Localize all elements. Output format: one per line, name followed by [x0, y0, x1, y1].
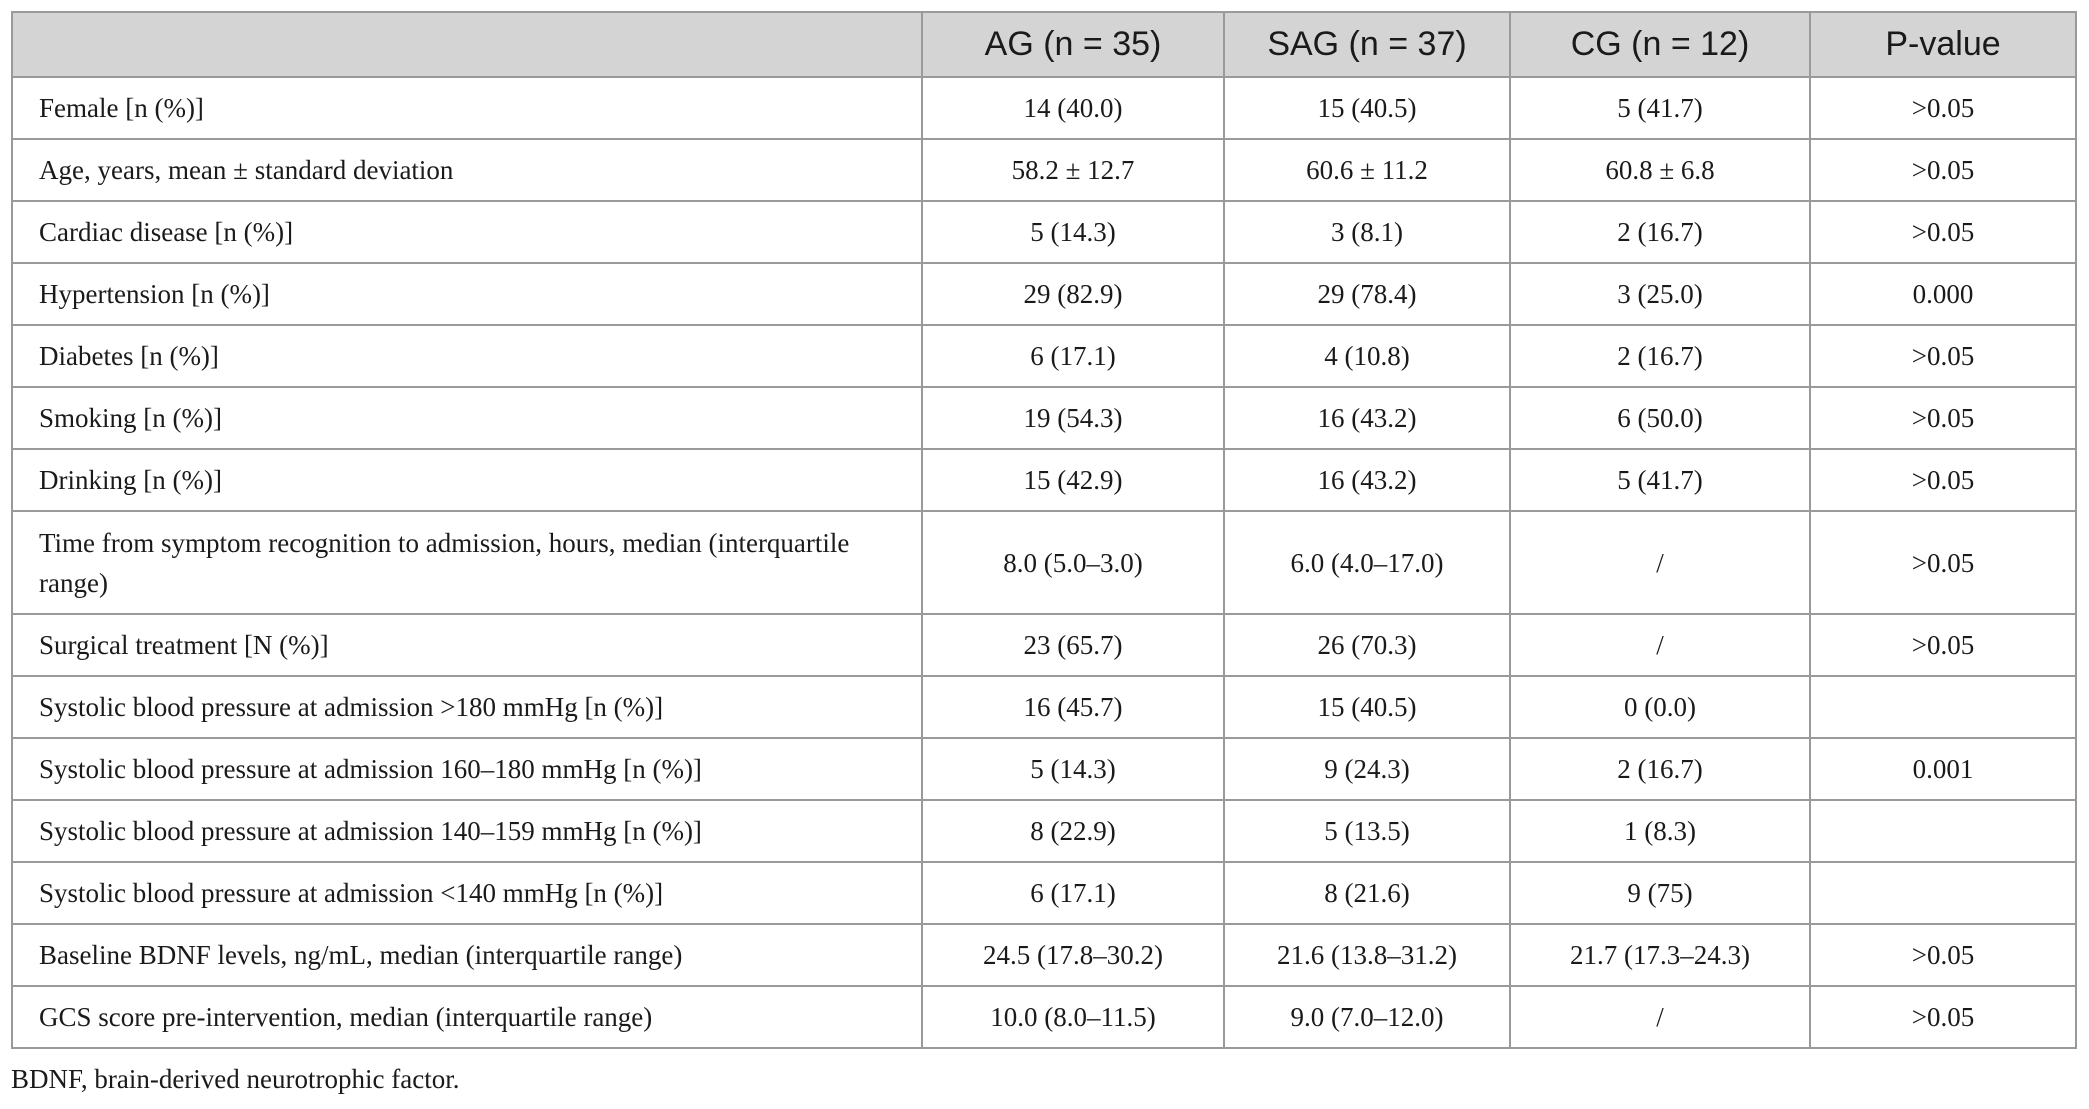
cell-ag: 15 (42.9) [922, 449, 1224, 511]
row-label: GCS score pre-intervention, median (interquartile range) [12, 986, 922, 1048]
cell-sag: 60.6 ± 11.2 [1224, 139, 1510, 201]
table-header [12, 12, 2076, 77]
cell-cg: 5 (41.7) [1510, 449, 1810, 511]
table-row [12, 862, 2076, 924]
cell-ag: 16 (45.7) [922, 676, 1224, 738]
cell-cg: / [1510, 986, 1810, 1048]
header-blank-cell [12, 12, 922, 77]
table-row [12, 614, 2076, 676]
header-row [12, 12, 2076, 77]
cell-ag: 10.0 (8.0–11.5) [922, 986, 1224, 1048]
cell-sag: 16 (43.2) [1224, 449, 1510, 511]
cell-p-value: >0.05 [1810, 924, 2076, 986]
cell-p-value: >0.05 [1810, 511, 2076, 614]
table-body [12, 77, 2076, 1048]
cell-sag: 3 (8.1) [1224, 201, 1510, 263]
table-row [12, 201, 2076, 263]
cell-p-value: >0.05 [1810, 449, 2076, 511]
cell-ag: 58.2 ± 12.7 [922, 139, 1224, 201]
baseline-characteristics-table [11, 11, 2077, 1049]
row-label: Smoking [n (%)] [12, 387, 922, 449]
cell-cg: 1 (8.3) [1510, 800, 1810, 862]
cell-sag: 26 (70.3) [1224, 614, 1510, 676]
cell-ag: 19 (54.3) [922, 387, 1224, 449]
cell-cg: 5 (41.7) [1510, 77, 1810, 139]
row-label: Systolic blood pressure at admission <140 mmHg [n (%)] [12, 862, 922, 924]
row-label: Baseline BDNF levels, ng/mL, median (interquartile range) [12, 924, 922, 986]
cell-sag: 6.0 (4.0–17.0) [1224, 511, 1510, 614]
cell-cg: 3 (25.0) [1510, 263, 1810, 325]
cell-p-value: >0.05 [1810, 325, 2076, 387]
cell-cg: 21.7 (17.3–24.3) [1510, 924, 1810, 986]
cell-ag: 8 (22.9) [922, 800, 1224, 862]
cell-cg: 2 (16.7) [1510, 325, 1810, 387]
cell-cg: / [1510, 614, 1810, 676]
table-row [12, 449, 2076, 511]
row-label: Hypertension [n (%)] [12, 263, 922, 325]
cell-cg: 60.8 ± 6.8 [1510, 139, 1810, 201]
cell-p-value: 0.000 [1810, 263, 2076, 325]
table-row [12, 325, 2076, 387]
row-label: Time from symptom recognition to admission, hours, median (interquartile range) [12, 511, 922, 614]
cell-ag: 5 (14.3) [922, 201, 1224, 263]
cell-cg: 0 (0.0) [1510, 676, 1810, 738]
cell-sag: 9 (24.3) [1224, 738, 1510, 800]
cell-ag: 29 (82.9) [922, 263, 1224, 325]
row-label: Systolic blood pressure at admission 140–159 mmHg [n (%)] [12, 800, 922, 862]
cell-sag: 15 (40.5) [1224, 676, 1510, 738]
cell-sag: 9.0 (7.0–12.0) [1224, 986, 1510, 1048]
row-label: Age, years, mean ± standard deviation [12, 139, 922, 201]
cell-p-value [1810, 800, 2076, 862]
cell-sag: 21.6 (13.8–31.2) [1224, 924, 1510, 986]
cell-p-value: >0.05 [1810, 387, 2076, 449]
header-sag: SAG (n = 37) [1224, 12, 1510, 77]
header-ag: AG (n = 35) [922, 12, 1224, 77]
cell-p-value: >0.05 [1810, 139, 2076, 201]
header-p-value: P-value [1810, 12, 2076, 77]
baseline-characteristics-table-container [11, 11, 2075, 1049]
cell-cg: / [1510, 511, 1810, 614]
table-row [12, 738, 2076, 800]
cell-ag: 8.0 (5.0–3.0) [922, 511, 1224, 614]
table-footnote: BDNF, brain-derived neurotrophic factor. [11, 1064, 460, 1094]
table-row [12, 387, 2076, 449]
cell-p-value: >0.05 [1810, 986, 2076, 1048]
table-row [12, 139, 2076, 201]
cell-ag: 5 (14.3) [922, 738, 1224, 800]
cell-ag: 6 (17.1) [922, 325, 1224, 387]
table-row [12, 800, 2076, 862]
cell-sag: 29 (78.4) [1224, 263, 1510, 325]
table-row [12, 924, 2076, 986]
row-label: Systolic blood pressure at admission 160–180 mmHg [n (%)] [12, 738, 922, 800]
cell-cg: 6 (50.0) [1510, 387, 1810, 449]
row-label: Female [n (%)] [12, 77, 922, 139]
cell-sag: 8 (21.6) [1224, 862, 1510, 924]
row-label: Diabetes [n (%)] [12, 325, 922, 387]
cell-p-value [1810, 676, 2076, 738]
cell-ag: 14 (40.0) [922, 77, 1224, 139]
row-label: Systolic blood pressure at admission >180 mmHg [n (%)] [12, 676, 922, 738]
cell-ag: 6 (17.1) [922, 862, 1224, 924]
cell-cg: 9 (75) [1510, 862, 1810, 924]
cell-sag: 4 (10.8) [1224, 325, 1510, 387]
cell-p-value: >0.05 [1810, 201, 2076, 263]
cell-cg: 2 (16.7) [1510, 201, 1810, 263]
cell-cg: 2 (16.7) [1510, 738, 1810, 800]
table-row [12, 986, 2076, 1048]
cell-p-value: 0.001 [1810, 738, 2076, 800]
cell-sag: 5 (13.5) [1224, 800, 1510, 862]
row-label: Surgical treatment [N (%)] [12, 614, 922, 676]
cell-ag: 24.5 (17.8–30.2) [922, 924, 1224, 986]
cell-p-value: >0.05 [1810, 77, 2076, 139]
header-cg: CG (n = 12) [1510, 12, 1810, 77]
cell-sag: 15 (40.5) [1224, 77, 1510, 139]
table-row [12, 676, 2076, 738]
table-row [12, 511, 2076, 614]
cell-p-value [1810, 862, 2076, 924]
cell-sag: 16 (43.2) [1224, 387, 1510, 449]
table-row [12, 77, 2076, 139]
cell-ag: 23 (65.7) [922, 614, 1224, 676]
table-row [12, 263, 2076, 325]
row-label: Drinking [n (%)] [12, 449, 922, 511]
row-label: Cardiac disease [n (%)] [12, 201, 922, 263]
cell-p-value: >0.05 [1810, 614, 2076, 676]
